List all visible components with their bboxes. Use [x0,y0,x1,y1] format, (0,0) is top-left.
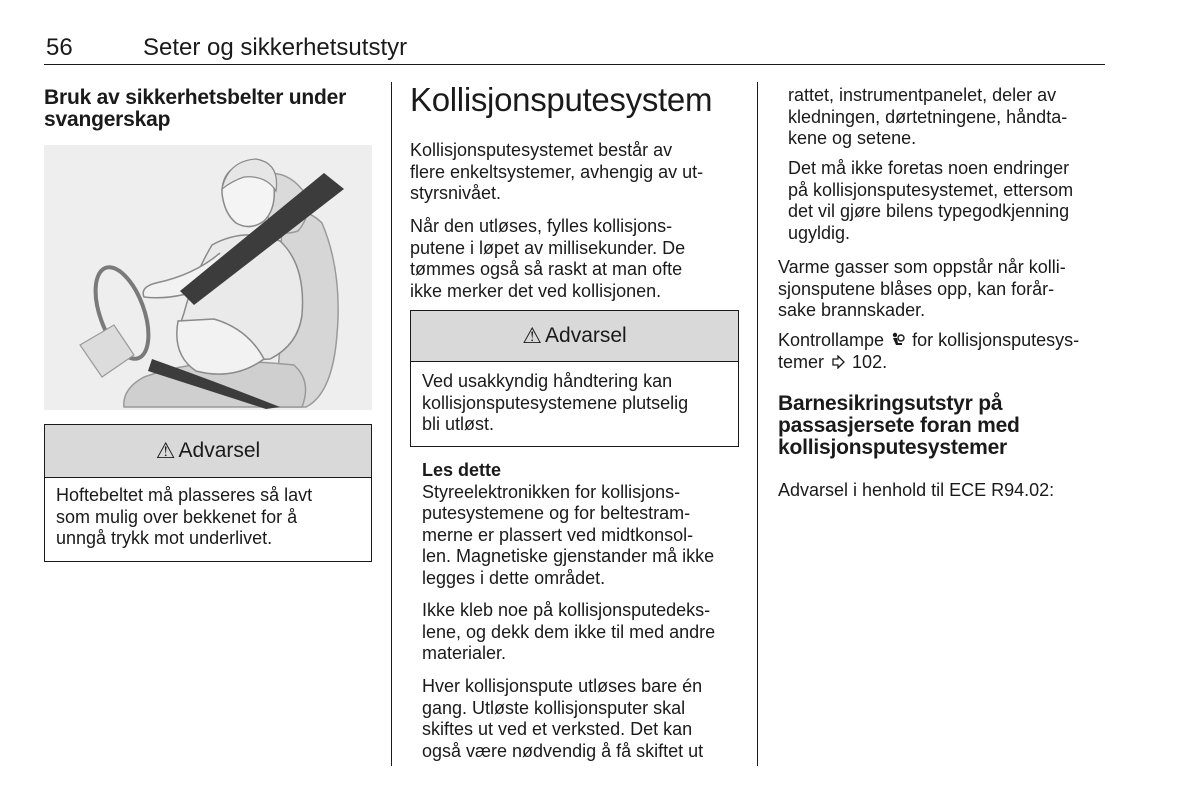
header-rule [44,64,1105,65]
warning-box-header [411,311,738,362]
warning-triangle-icon: ⚠ [522,323,543,348]
warning-label: Advarsel [545,324,627,347]
page-reference-arrow-icon[interactable] [831,355,845,369]
page-reference-link[interactable]: 102. [852,351,888,372]
section-title: Seter og sikkerhetsutstyr [143,34,408,61]
warning-text: Ved usakkyndig håndtering kan kollisjonsputesystemene plutselig bli utløst. [422,371,689,434]
note-read-this: Les dette Styreelektronikken for kollisjons- putesystemene og for beltestram- merne er plassert ved midtkonsol- len. Magnetiske gjenstander må ikke legges i dette området. [422,460,715,588]
note-heading: Les dette [422,460,502,480]
paragraph-single-deployment: Hver kollisjonspute utløses bare én gang. Utløste kollisjonsputer skal skiftes ut ved et verksted. Det kan også være nødvendig å få skiftet ut [422,676,704,761]
column-divider-right [757,82,758,766]
warning-box-header [45,425,371,478]
airbag-indicator-icon [891,332,905,348]
paragraph-ece-warning: Advarsel i henhold til ECE R94.02: [778,480,1055,500]
paragraph-system-overview: Kollisjonsputesystemet består av flere enkeltsystemer, avhengig av ut- styrsnivået. [410,140,704,203]
child-seat-airbag-heading: Barnesikringsutstyr på passasjersete foran med kollisjonsputesystemer [778,392,1020,459]
paragraph-no-modifications: Det må ikke foretas noen endringer på kollisjonsputesystemet, ettersom det vil gjøre bilens typegodkjenning ugyldig. [788,158,1074,243]
warning-text: Hoftebeltet må plasseres så lavt som mulig over bekkenet for å unngå trykk mot underlivet. [56,485,313,548]
warning-triangle-icon: ⚠ [155,438,176,463]
pregnancy-seatbelt-heading: Bruk av sikkerhetsbelter under svangerskap [44,86,347,131]
pregnant-driver-illustration [44,145,372,410]
paragraph-deployment: Når den utløses, fylles kollisjons- putene i løpet av millisekunder. De tømmes også så raskt at man ofte ikke merker det ved kollisjonen. [410,216,686,301]
airbag-system-title: Kollisjonsputesystem [410,81,713,118]
paragraph-no-stickers: Ikke kleb noe på kollisjonsputedeks- lene, og dekk dem ikke til med andre materialer. [422,600,716,663]
paragraph-control-lamp: Kontrollampe for kollisjonsputesys- temer 102. [778,330,1080,372]
paragraph-replace-components: rattet, instrumentpanelet, deler av kledningen, dørtetningene, håndta- kene og setene. [788,85,1068,148]
warning-label: Advarsel [178,439,261,462]
paragraph-hot-gases: Varme gasser som oppstår når kolli- sjonsputene blåses opp, kan forår- sake brannskader. [778,257,1066,320]
warning-box-airbag [410,310,739,447]
warning-box-pregnancy [44,424,372,562]
page-number: 56 [46,34,73,61]
column-divider-left [391,82,392,766]
